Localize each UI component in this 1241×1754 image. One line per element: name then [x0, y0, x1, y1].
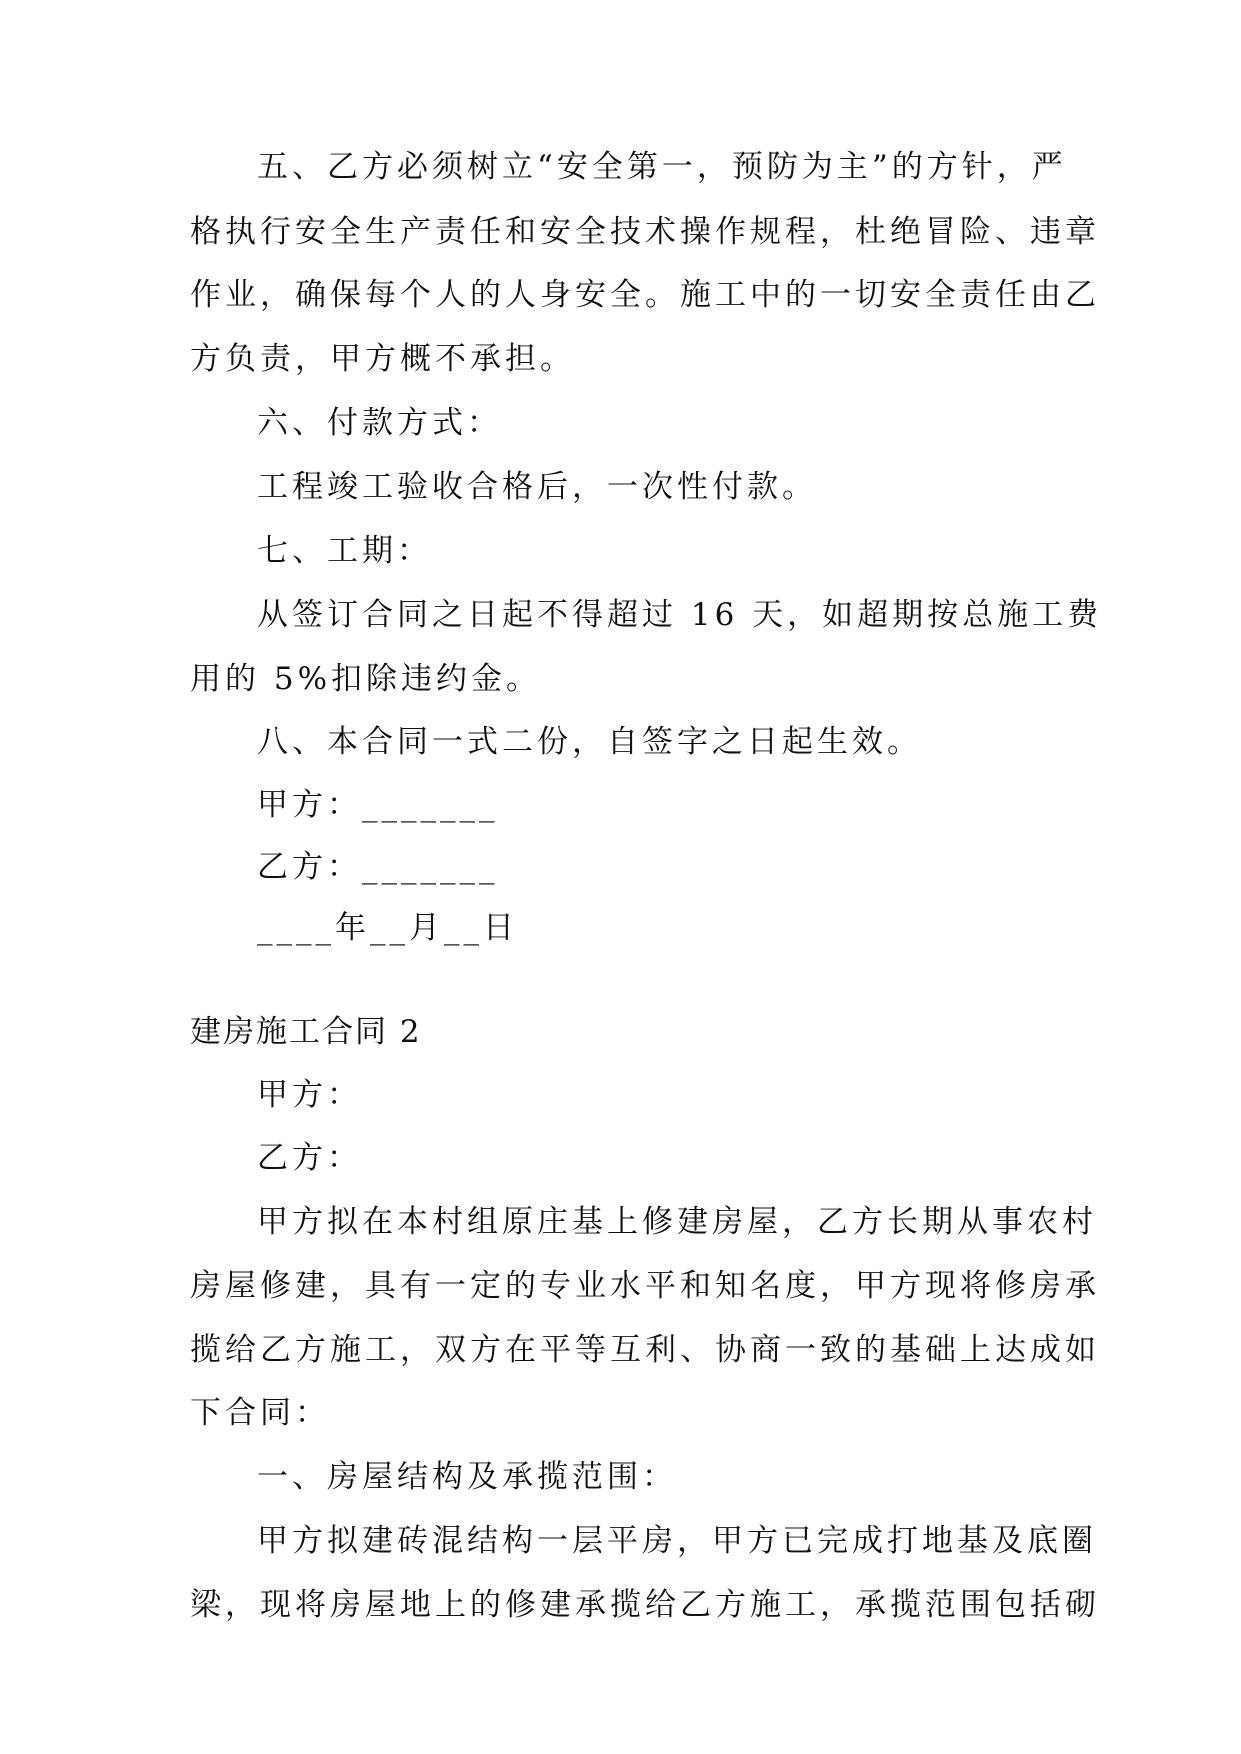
contract-2-intro-line-4: 下合同：	[190, 1395, 330, 1431]
section-7-line-1: 从签订合同之日起不得超过 16 天，如超期按总施工费	[257, 597, 1103, 633]
section-7-line-2: 用的 5%扣除违约金。	[190, 661, 542, 697]
contract-2-party-b: 乙方：	[257, 1140, 362, 1176]
contract-2-intro-line-2: 房屋修建，具有一定的专业水平和知名度，甲方现将修房承	[190, 1268, 1100, 1304]
section-5-line-4: 方负责，甲方概不承担。	[190, 341, 575, 377]
contract-2-title: 建房施工合同 2	[190, 1014, 422, 1050]
signature-party-b: 乙方：_______	[257, 849, 499, 885]
section-5-line-1: 五、乙方必须树立“安全第一，预防为主”的方针，严	[257, 149, 1067, 185]
contract-2-section-1-line-2: 梁，现将房屋地上的修建承揽给乙方施工，承揽范围包括砌	[190, 1587, 1100, 1623]
section-7-title: 七、工期：	[257, 533, 432, 569]
contract-2-section-1-title: 一、房屋结构及承揽范围：	[257, 1459, 677, 1495]
contract-2-intro-line-1: 甲方拟在本村组原庄基上修建房屋，乙方长期从事农村	[257, 1204, 1097, 1240]
section-8-text: 八、本合同一式二份，自签字之日起生效。	[257, 724, 922, 760]
contract-2-section-1-line-1: 甲方拟建砖混结构一层平房，甲方已完成打地基及底圈	[257, 1523, 1097, 1559]
signature-date: ____年__月__日	[257, 910, 518, 946]
section-6-body: 工程竣工验收合格后，一次性付款。	[257, 469, 817, 505]
section-5-line-2: 格执行安全生产责任和安全技术操作规程，杜绝冒险、违章	[190, 214, 1100, 250]
section-6-title: 六、付款方式：	[257, 405, 502, 441]
contract-2-party-a: 甲方：	[257, 1077, 362, 1113]
section-5-line-3: 作业，确保每个人的人身安全。施工中的一切安全责任由乙	[190, 277, 1100, 313]
signature-party-a: 甲方：_______	[257, 787, 499, 823]
contract-2-intro-line-3: 揽给乙方施工，双方在平等互利、协商一致的基础上达成如	[190, 1332, 1100, 1368]
